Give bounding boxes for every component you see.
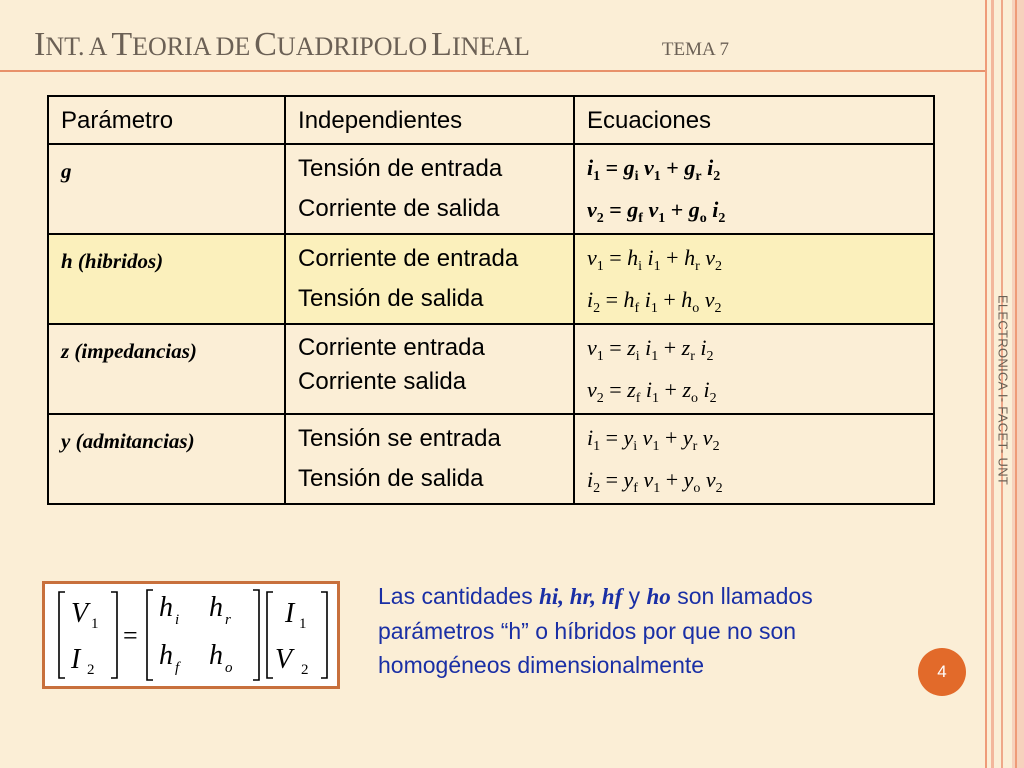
title-word: C (254, 26, 277, 63)
table-cell (285, 144, 574, 234)
equation: $i_1 = g_i$ $v_1 + g_r$ $i_2$ (586, 155, 721, 184)
desc-suffix: son llamados parámetros “h” o híbridos por que no son homogéneos dimensionalmente (378, 583, 813, 678)
lhs-sub: 1 (91, 616, 99, 632)
rhs-sym: V (275, 644, 293, 675)
table-cell (48, 234, 285, 324)
table-header (574, 96, 934, 144)
rhs-sym: I (285, 598, 295, 629)
table-cell (574, 324, 934, 414)
title-word: A (88, 32, 108, 61)
bracket-right (253, 590, 259, 680)
title-word: T (111, 26, 133, 63)
table-cell (48, 324, 285, 414)
title-word: UADRIPOLO (276, 32, 428, 61)
equation: $v_1 = z_i$ $i_1 + z_r$ $i_2$ (586, 335, 714, 364)
lhs-sub: 2 (87, 662, 95, 678)
side-stripe (1015, 0, 1017, 768)
table-cell (574, 234, 934, 324)
title-word: EORIA (132, 32, 212, 61)
indep-line: Corriente de salida (298, 195, 500, 222)
title-word: L (431, 26, 452, 63)
param-name: y (admitancias) (61, 429, 195, 453)
param-name: h (hibridos) (61, 249, 164, 273)
equation: $i_2 = y_f$ $v_1 + y_o$ $v_2$ (586, 467, 723, 496)
table-cell (285, 414, 574, 504)
table-header-row (48, 96, 934, 144)
header-ecuaciones: Ecuaciones (586, 107, 712, 134)
equals-sign: = (123, 621, 138, 650)
title-word: I (34, 26, 46, 63)
table-cell (285, 324, 574, 414)
equation: $i_1 = y_i$ $v_1 + y_r$ $v_2$ (586, 425, 720, 454)
header-independientes: Independientes (298, 107, 463, 134)
side-stripe (1012, 0, 1024, 768)
page-number-badge: 4 (918, 648, 966, 696)
title-rule (0, 70, 985, 72)
table-cell (48, 414, 285, 504)
indep-line: Corriente salida (298, 368, 467, 395)
table-cell (574, 414, 934, 504)
bracket-left (267, 592, 273, 678)
side-label: ELECTRONICA I- FACET- UNT (995, 294, 1011, 486)
h-sub: i (175, 612, 180, 628)
h-sub: f (175, 660, 180, 676)
table-row (48, 234, 934, 324)
rhs-sub: 2 (301, 662, 309, 678)
description-text (378, 579, 883, 682)
table-row (48, 144, 934, 234)
parameter-table (47, 95, 935, 505)
indep-line: Corriente entrada (298, 334, 485, 361)
indep-line: Tensión se entrada (298, 425, 501, 452)
h-sym: h (209, 640, 223, 671)
bracket-left (59, 592, 65, 678)
h-sym: h (159, 640, 173, 671)
title-main (34, 26, 534, 63)
indep-line: Corriente de entrada (298, 245, 519, 272)
title-word: INEAL (451, 32, 530, 61)
title-word: DE (215, 32, 251, 61)
desc-connector: y (622, 583, 647, 609)
param-name: g (61, 159, 72, 183)
matrix-equation (45, 584, 337, 686)
indep-line: Tensión de salida (298, 285, 484, 312)
equation: $v_2 = g_f$ $v_1 + g_o$ $i_2$ (586, 197, 726, 226)
table-cell (574, 144, 934, 234)
param-name: z (impedancias) (61, 339, 197, 363)
side-stripe (991, 0, 994, 768)
table-header (48, 96, 285, 144)
side-stripe (985, 0, 987, 768)
desc-prefix: Las cantidades (378, 583, 540, 609)
bracket-left (147, 590, 153, 680)
title-tema: TEMA 7 (661, 39, 729, 60)
table-row (48, 324, 934, 414)
table-cell (285, 234, 574, 324)
table-row (48, 414, 934, 504)
table-header (285, 96, 574, 144)
h-sub: o (225, 660, 233, 676)
header-parametro: Parámetro (61, 107, 174, 134)
desc-terms: hi, hr, hf (539, 584, 623, 609)
bracket-right (321, 592, 327, 678)
matrix-equation-box (42, 581, 340, 689)
h-sym: h (159, 592, 173, 623)
title-word: NT. (45, 32, 85, 61)
indep-line: Tensión de salida (298, 465, 484, 492)
slide-title (34, 26, 729, 64)
table-cell (48, 144, 285, 234)
indep-line: Tensión de entrada (298, 155, 503, 182)
h-sub: r (225, 612, 231, 628)
rhs-sub: 1 (299, 616, 307, 632)
equation: $i_2 = h_f$ $i_1 + h_o$ $v_2$ (586, 287, 722, 316)
desc-last-term: ho (646, 584, 671, 609)
bracket-right (111, 592, 117, 678)
lhs-sym: V (71, 598, 89, 629)
lhs-sym: I (71, 644, 81, 675)
h-sym: h (209, 592, 223, 623)
equation: $v_1 = h_i$ $i_1 + h_r$ $v_2$ (586, 245, 723, 274)
equation: $v_2 = z_f$ $i_1 + z_o$ $i_2$ (586, 377, 717, 406)
